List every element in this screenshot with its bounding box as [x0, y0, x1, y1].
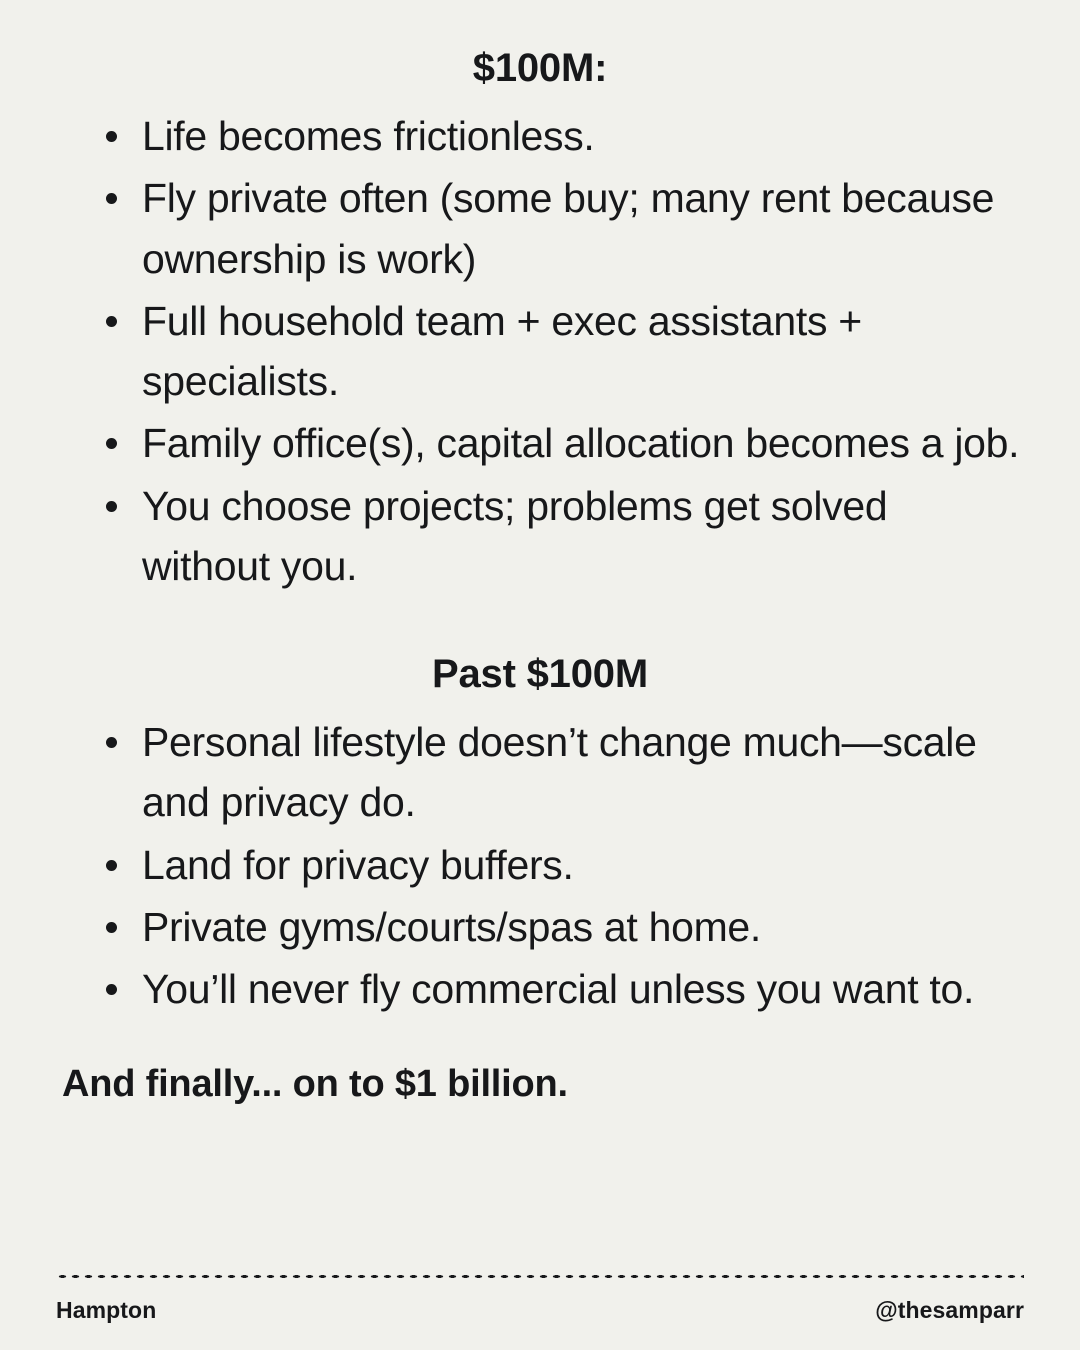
list-item: You choose projects; problems get solved without you.	[56, 476, 1024, 597]
slide-footer	[56, 1274, 1024, 1350]
list-item: Personal lifestyle doesn’t change much—scale and privacy do.	[56, 712, 1024, 833]
list-item: Family office(s), capital allocation becomes a job.	[56, 413, 1024, 473]
bullet-list-100m	[56, 106, 1024, 596]
list-item: Life becomes frictionless.	[56, 106, 1024, 166]
footer-row	[56, 1297, 1024, 1324]
slide-content	[56, 44, 1024, 1274]
section-heading-past-100m: Past $100M	[432, 652, 648, 697]
list-item: Fly private often (some buy; many rent because ownership is work)	[56, 168, 1024, 289]
list-item: Full household team + exec assistants + specialists.	[56, 291, 1024, 412]
bullet-list-past-100m	[56, 712, 1024, 1019]
list-item: Private gyms/courts/spas at home.	[56, 897, 1024, 957]
section-heading-100m: $100M:	[472, 46, 608, 90]
closing-line: And finally... on to $1 billion.	[62, 1063, 568, 1106]
brand-label: Hampton	[56, 1297, 157, 1323]
author-handle: @thesamparr	[875, 1297, 1024, 1323]
list-item: You’ll never fly commercial unless you want to.	[56, 959, 1024, 1019]
list-item: Land for privacy buffers.	[56, 835, 1024, 895]
dotted-divider	[56, 1274, 1024, 1279]
